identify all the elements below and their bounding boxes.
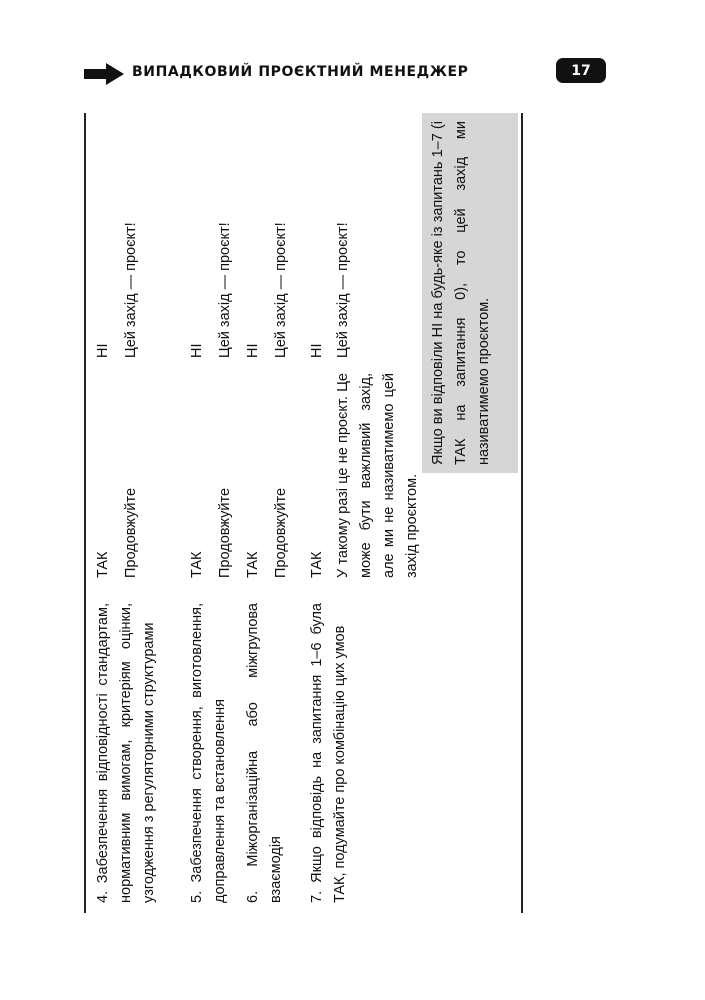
answer-no-4: НІ [95, 343, 111, 358]
result-yes-4: Продовжуйте [123, 487, 139, 578]
question-6: 6. Міжорганізаційна або міжгрупова взаємодія [245, 603, 284, 903]
result-yes-7: У такому разі це не проєкт. Це може бути важливий захід, але ми не називатимемо цей захід проєктом. [335, 373, 420, 578]
running-title: ВИПАДКОВИЙ ПРОЄКТНИЙ МЕНЕДЖЕР [132, 64, 469, 80]
result-no-6: Цей захід — проєкт! [273, 222, 289, 358]
result-no-7: Цей захід — проєкт! [335, 222, 351, 358]
result-no-5: Цей захід — проєкт! [217, 222, 233, 358]
answer-yes-7: ТАК [309, 551, 325, 578]
question-5: 5. Забезпечення створення, виготовлення, доправлення та встановлення [189, 603, 228, 903]
question-4: 4. Забезпечення відповідності стандартам, нормативним вимогам, критеріям оцінки, узгодження з регуляторними структурами [95, 603, 157, 903]
answer-yes-6: ТАК [245, 551, 261, 578]
page-number: 17 [556, 58, 606, 83]
question-7: 7. Якщо відповідь на запитання 1–6 була ТАК, подумайте про комбінацію цих умов [309, 603, 348, 903]
page-header [0, 0, 705, 110]
answer-yes-5: ТАК [189, 551, 205, 578]
answer-no-5: НІ [189, 343, 205, 358]
answer-no-7: НІ [309, 343, 325, 358]
result-yes-5: Продовжуйте [217, 487, 233, 578]
summary-note: Якщо ви відповіли НІ на будь-яке із запитань 1–7 (і ТАК на запитання 0), то цей захід ми називатимемо проєктом. [422, 113, 518, 473]
decision-table [84, 113, 524, 913]
table-top-rule [84, 113, 86, 913]
answer-yes-4: ТАК [95, 551, 111, 578]
result-no-4: Цей захід — проєкт! [123, 222, 139, 358]
answer-no-6: НІ [245, 343, 261, 358]
result-yes-6: Продовжуйте [273, 487, 289, 578]
table-bottom-rule [521, 113, 523, 913]
arrow-right-icon [84, 63, 124, 85]
